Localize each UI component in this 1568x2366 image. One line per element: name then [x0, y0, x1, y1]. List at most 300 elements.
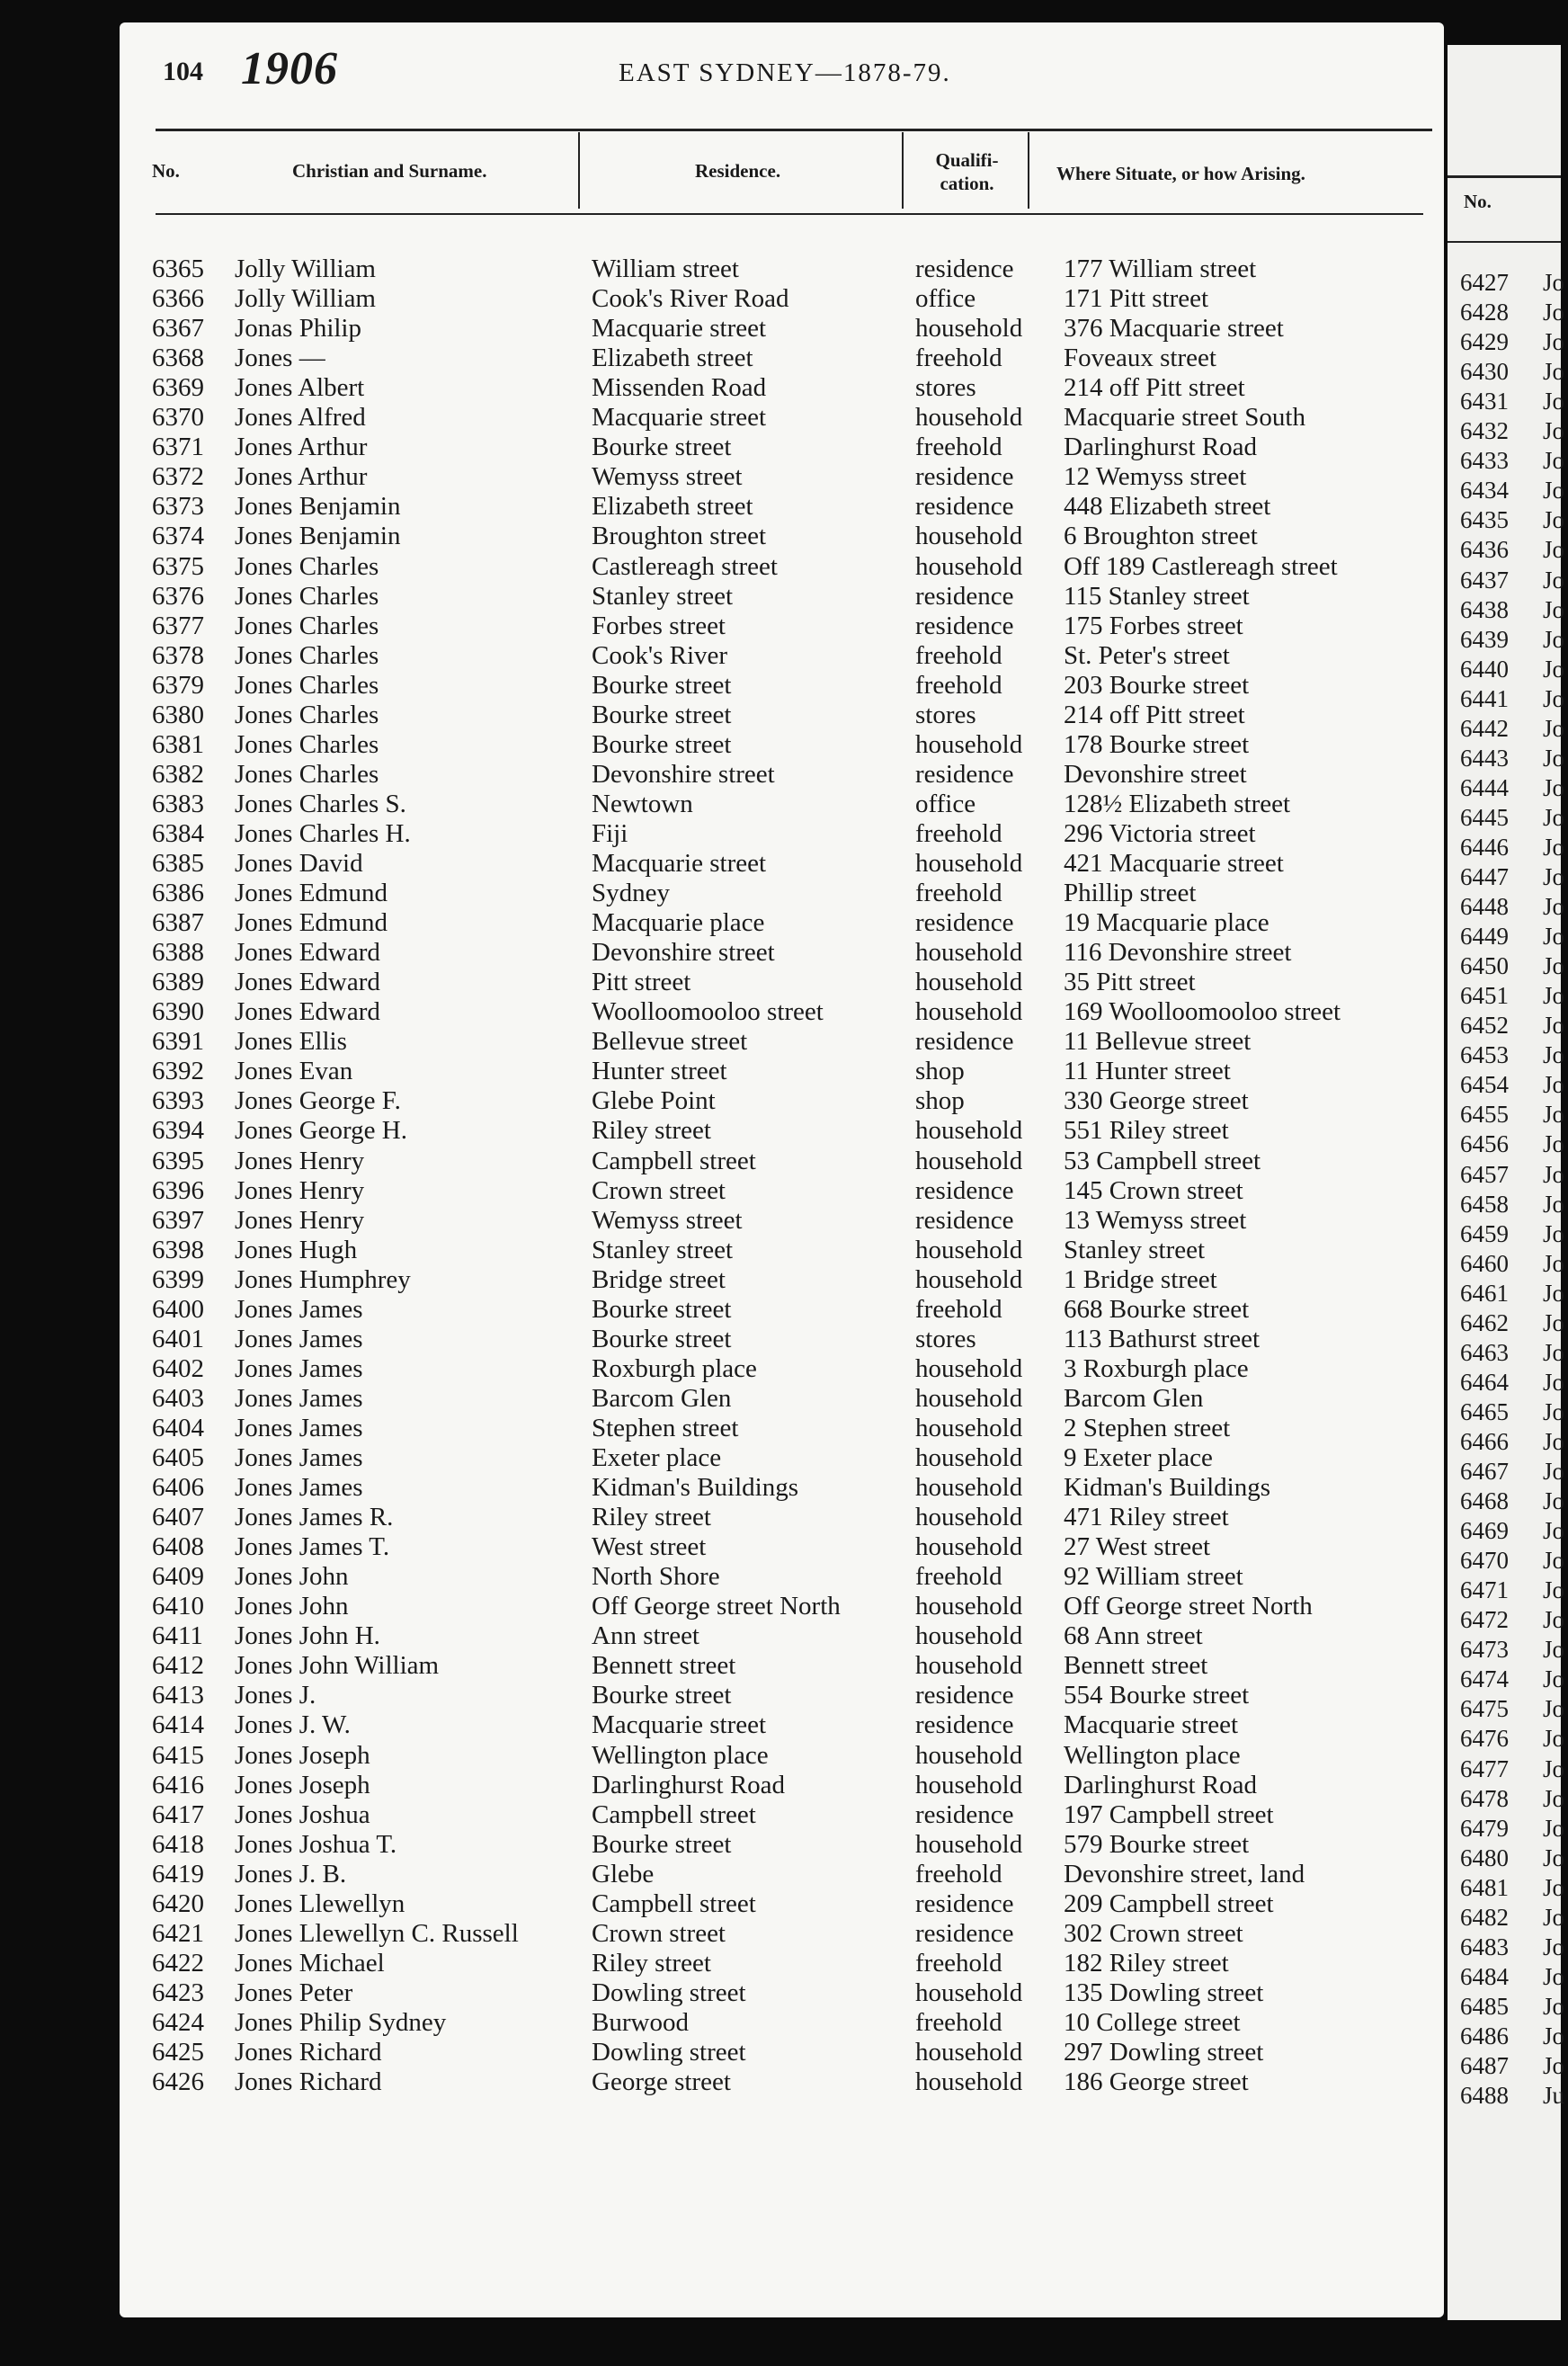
where-situate: 19 Macquarie place	[1064, 908, 1270, 938]
table-row	[120, 1860, 1444, 1889]
qualification: household	[915, 1116, 1023, 1146]
qualification: residence	[915, 908, 1014, 938]
adjacent-row	[1460, 2051, 1568, 2081]
adjacent-header-rule	[1448, 175, 1561, 178]
voter-name: Jones Henry	[235, 1205, 365, 1235]
adjacent-entry-number: 6436	[1460, 536, 1509, 564]
residence: Devonshire street	[592, 759, 775, 789]
entry-number: 6418	[152, 1829, 204, 1859]
adjacent-row	[1460, 1219, 1568, 1249]
entry-number: 6383	[152, 789, 204, 818]
voter-name: Jones David	[235, 849, 363, 878]
adjacent-entry-number: 6430	[1460, 358, 1509, 386]
qualification: household	[915, 1383, 1023, 1413]
where-situate: 27 West street	[1064, 1532, 1211, 1562]
residence: Campbell street	[592, 1799, 756, 1829]
voter-name: Jones Hugh	[235, 1235, 358, 1264]
qualification: residence	[915, 1175, 1014, 1205]
voter-name: Jolly William	[235, 284, 376, 314]
where-situate: 9 Exeter place	[1064, 1443, 1213, 1472]
where-situate: 53 Campbell street	[1064, 1146, 1261, 1175]
qualification: stores	[915, 1324, 976, 1353]
adjacent-row	[1460, 535, 1568, 565]
where-situate: 68 Ann street	[1064, 1621, 1203, 1651]
adjacent-row	[1460, 1635, 1568, 1665]
qualification: household	[915, 1621, 1023, 1651]
qualification: residence	[915, 611, 1014, 640]
adjacent-name-fragment: Jo	[1543, 1279, 1565, 1307]
entry-number: 6405	[152, 1443, 204, 1472]
table-row	[120, 462, 1444, 492]
where-situate: 297 Dowling street	[1064, 2038, 1264, 2067]
adjacent-row	[1460, 1903, 1568, 1933]
entry-number: 6375	[152, 551, 204, 581]
qualification: freehold	[915, 2007, 1002, 2037]
qualification: household	[915, 1503, 1023, 1532]
voter-name: Jones —	[235, 344, 325, 373]
residence: Bourke street	[592, 1681, 732, 1710]
entry-number: 6386	[152, 879, 204, 908]
voter-name: Jones Charles H.	[235, 818, 411, 848]
entry-number: 6403	[152, 1383, 204, 1413]
qualification: residence	[915, 1205, 1014, 1235]
residence: Exeter place	[592, 1443, 722, 1472]
adjacent-name-fragment: Jo	[1543, 1754, 1565, 1782]
adjacent-entry-number: 6442	[1460, 714, 1509, 742]
adjacent-name-fragment: Jo	[1543, 1071, 1565, 1099]
adjacent-row	[1460, 1249, 1568, 1279]
adjacent-row	[1460, 2081, 1568, 2111]
residence: Stanley street	[592, 581, 734, 611]
where-situate: Barcom Glen	[1064, 1383, 1204, 1413]
entry-number: 6377	[152, 611, 204, 640]
adjacent-row	[1460, 2022, 1568, 2051]
residence: West street	[592, 1532, 707, 1562]
adjacent-entry-number: 6457	[1460, 1160, 1509, 1188]
where-situate: Devonshire street	[1064, 759, 1247, 789]
where-situate: Stanley street	[1064, 1235, 1206, 1264]
voter-name: Jones Benjamin	[235, 492, 401, 522]
entry-number: 6414	[152, 1710, 204, 1740]
adjacent-row	[1460, 1160, 1568, 1190]
adjacent-entry-number: 6471	[1460, 1576, 1509, 1604]
entry-number: 6399	[152, 1264, 204, 1294]
adjacent-row	[1460, 833, 1568, 862]
adjacent-entry-number: 6485	[1460, 1992, 1509, 2020]
adjacent-entry-number: 6438	[1460, 595, 1509, 623]
where-situate: 178 Bourke street	[1064, 729, 1250, 759]
adjacent-entry-number: 6462	[1460, 1308, 1509, 1336]
adjacent-entry-number: 6470	[1460, 1547, 1509, 1575]
table-row	[120, 760, 1444, 790]
adjacent-row	[1460, 1368, 1568, 1397]
where-situate: 35 Pitt street	[1064, 968, 1196, 997]
where-situate: 11 Hunter street	[1064, 1057, 1231, 1086]
register-page	[120, 22, 1444, 2317]
voter-name: Jones George H.	[235, 1116, 407, 1146]
entry-number: 6393	[152, 1086, 204, 1116]
entry-number: 6372	[152, 462, 204, 492]
residence: Bourke street	[592, 1294, 732, 1324]
where-situate: 115 Stanley street	[1064, 581, 1250, 611]
where-situate: 10 College street	[1064, 2007, 1241, 2037]
adjacent-entry-number: 6488	[1460, 2082, 1509, 2110]
where-situate: Off 189 Castlereagh street	[1064, 551, 1338, 581]
adjacent-entry-number: 6486	[1460, 2022, 1509, 2049]
adjacent-row	[1460, 1011, 1568, 1040]
entry-number: 6422	[152, 1948, 204, 1978]
residence: Wellington place	[592, 1740, 769, 1770]
adjacent-entry-number: 6440	[1460, 655, 1509, 683]
where-situate: 214 off Pitt street	[1064, 373, 1245, 403]
entry-number: 6412	[152, 1651, 204, 1681]
adjacent-row	[1460, 1040, 1568, 1070]
residence: Bridge street	[592, 1264, 726, 1294]
voter-name: Jones James R.	[235, 1503, 394, 1532]
qualification: household	[915, 522, 1023, 551]
where-situate: Off George street North	[1064, 1592, 1313, 1621]
adjacent-name-fragment: Jo	[1543, 269, 1565, 296]
adjacent-name-fragment: Jo	[1543, 328, 1565, 356]
adjacent-entry-number: 6453	[1460, 1041, 1509, 1069]
adjacent-entry-number: 6463	[1460, 1338, 1509, 1366]
where-situate: 330 George street	[1064, 1086, 1249, 1116]
qualification: stores	[915, 373, 976, 403]
adjacent-name-fragment: Jo	[1543, 1368, 1565, 1396]
voter-name: Jones Joseph	[235, 1770, 370, 1799]
entry-number: 6410	[152, 1592, 204, 1621]
adjacent-row	[1460, 1100, 1568, 1129]
adjacent-row	[1460, 357, 1568, 387]
voter-name: Jones Joshua	[235, 1799, 370, 1829]
qualification: household	[915, 1651, 1023, 1681]
where-situate: 171 Pitt street	[1064, 284, 1209, 314]
adjacent-name-fragment: Jo	[1543, 595, 1565, 623]
adjacent-entry-number: 6482	[1460, 1903, 1509, 1931]
table-row	[120, 908, 1444, 938]
voter-name: Jones Joshua T.	[235, 1829, 397, 1859]
where-situate: Macquarie street South	[1064, 403, 1305, 433]
adjacent-row	[1460, 892, 1568, 922]
qualification: freehold	[915, 433, 1002, 462]
table-row	[120, 997, 1444, 1027]
residence: Elizabeth street	[592, 344, 753, 373]
entry-number: 6415	[152, 1740, 204, 1770]
adjacent-row	[1460, 1992, 1568, 2022]
qualification: household	[915, 729, 1023, 759]
residence: Macquarie street	[592, 849, 767, 878]
voter-name: Jones J.	[235, 1681, 316, 1710]
voter-name: Jones James	[235, 1353, 363, 1383]
table-row	[120, 1681, 1444, 1710]
qualification: residence	[915, 1918, 1014, 1948]
where-situate: 177 William street	[1064, 254, 1257, 283]
table-row	[120, 1236, 1444, 1265]
residence: Pitt street	[592, 968, 691, 997]
qualification: household	[915, 1770, 1023, 1799]
voter-name: Jones Edward	[235, 938, 380, 968]
voter-name: Jones Humphrey	[235, 1264, 411, 1294]
table-row	[120, 819, 1444, 849]
table-row	[120, 522, 1444, 551]
where-situate: Bennett street	[1064, 1651, 1208, 1681]
entry-number: 6366	[152, 284, 204, 314]
voter-name: Jones John William	[235, 1651, 440, 1681]
where-situate: 554 Bourke street	[1064, 1681, 1250, 1710]
adjacent-name-fragment: Jo	[1543, 923, 1565, 951]
adjacent-row	[1460, 981, 1568, 1011]
adjacent-entry-number: 6446	[1460, 833, 1509, 861]
adjacent-name-fragment: Jo	[1543, 952, 1565, 980]
table-row	[120, 671, 1444, 701]
adjacent-name-fragment: Jo	[1543, 299, 1565, 326]
adjacent-entry-number: 6459	[1460, 1219, 1509, 1247]
adjacent-name-fragment: Jo	[1543, 1308, 1565, 1336]
voter-name: Jones J. W.	[235, 1710, 351, 1740]
table-row	[120, 1800, 1444, 1830]
qualification: freehold	[915, 344, 1002, 373]
voter-name: Jones James	[235, 1324, 363, 1353]
where-situate: 421 Macquarie street	[1064, 849, 1284, 878]
residence: Macquarie street	[592, 403, 767, 433]
table-row	[120, 1027, 1444, 1057]
adjacent-entry-number: 6481	[1460, 1873, 1509, 1901]
adjacent-name-fragment: Jo	[1543, 2052, 1565, 2079]
adjacent-entry-number: 6461	[1460, 1279, 1509, 1307]
entry-number: 6368	[152, 344, 204, 373]
table-row	[120, 1473, 1444, 1503]
voter-name: Jones Michael	[235, 1948, 385, 1978]
residence: Missenden Road	[592, 373, 767, 403]
adjacent-entry-number: 6477	[1460, 1754, 1509, 1782]
adjacent-entry-number: 6441	[1460, 684, 1509, 712]
voter-name: Jones Charles	[235, 670, 379, 700]
residence: George street	[592, 2067, 731, 2097]
adjacent-name-fragment: Jo	[1543, 833, 1565, 861]
adjacent-entry-number: 6456	[1460, 1130, 1509, 1158]
qualification: residence	[915, 462, 1014, 492]
adjacent-entry-number: 6435	[1460, 506, 1509, 534]
table-row	[120, 1949, 1444, 1978]
where-situate: 182 Riley street	[1064, 1948, 1229, 1978]
table-row	[120, 1592, 1444, 1621]
qualification: household	[915, 1740, 1023, 1770]
residence: Macquarie place	[592, 908, 765, 938]
residence: Broughton street	[592, 522, 767, 551]
adjacent-name-fragment: Jo	[1543, 803, 1565, 831]
where-situate: Kidman's Buildings	[1064, 1473, 1270, 1503]
qualification: freehold	[915, 1948, 1002, 1978]
where-situate: 376 Macquarie street	[1064, 314, 1284, 344]
adjacent-row	[1460, 416, 1568, 446]
entry-number: 6421	[152, 1918, 204, 1948]
residence: Wemyss street	[592, 462, 743, 492]
where-situate: 13 Wemyss street	[1064, 1205, 1247, 1235]
entry-number: 6387	[152, 908, 204, 938]
residence: Riley street	[592, 1116, 711, 1146]
adjacent-name-fragment: Jo	[1543, 625, 1565, 653]
residence: Ann street	[592, 1621, 699, 1651]
where-situate: 6 Broughton street	[1064, 522, 1258, 551]
qualification: freehold	[915, 640, 1002, 670]
adjacent-name-fragment: Jo	[1543, 863, 1565, 890]
table-row	[120, 879, 1444, 908]
column-divider	[578, 132, 580, 209]
residence: Castlereagh street	[592, 551, 778, 581]
voter-name: Jones Edward	[235, 968, 380, 997]
voter-name: Jones John	[235, 1592, 349, 1621]
residence: Crown street	[592, 1918, 726, 1948]
adjacent-row	[1460, 595, 1568, 625]
adjacent-name-fragment: Jo	[1543, 536, 1565, 564]
adjacent-row	[1460, 1784, 1568, 1814]
residence: Wemyss street	[592, 1205, 743, 1235]
where-situate: Macquarie street	[1064, 1710, 1239, 1740]
where-situate: 296 Victoria street	[1064, 818, 1256, 848]
where-situate: 1 Bridge street	[1064, 1264, 1217, 1294]
column-header-no: No.	[152, 160, 180, 182]
qualification: shop	[915, 1057, 965, 1086]
where-situate: 113 Bathurst street	[1064, 1324, 1260, 1353]
voter-name: Jones Charles	[235, 640, 379, 670]
table-row	[120, 1147, 1444, 1176]
adjacent-entry-number: 6458	[1460, 1190, 1509, 1218]
qualification: freehold	[915, 670, 1002, 700]
adjacent-row	[1460, 655, 1568, 684]
qualification: residence	[915, 1799, 1014, 1829]
entry-number: 6376	[152, 581, 204, 611]
adjacent-name-fragment: Jo	[1543, 744, 1565, 772]
voter-name: Jones Peter	[235, 1978, 353, 2007]
adjacent-row	[1460, 387, 1568, 416]
residence: Off George street North	[592, 1592, 841, 1621]
adjacent-entry-number: 6473	[1460, 1636, 1509, 1664]
residence: Stanley street	[592, 1235, 734, 1264]
entry-number: 6385	[152, 849, 204, 878]
table-row	[120, 1889, 1444, 1919]
adjacent-row	[1460, 862, 1568, 892]
residence: Campbell street	[592, 1888, 756, 1918]
qualification: freehold	[915, 1562, 1002, 1592]
where-situate: 145 Crown street	[1064, 1175, 1243, 1205]
adjacent-name-fragment: Jo	[1543, 447, 1565, 475]
voter-name: Jonas Philip	[235, 314, 361, 344]
entry-number: 6369	[152, 373, 204, 403]
adjacent-name-fragment: Jo	[1543, 1784, 1565, 1812]
entry-number: 6398	[152, 1235, 204, 1264]
adjacent-row	[1460, 1487, 1568, 1516]
where-situate: Phillip street	[1064, 879, 1197, 908]
voter-name: Jones James	[235, 1383, 363, 1413]
table-row	[120, 2067, 1444, 2097]
table-row	[120, 373, 1444, 403]
adjacent-row	[1460, 1694, 1568, 1724]
table-row	[120, 1176, 1444, 1206]
residence: Dowling street	[592, 2038, 746, 2067]
voter-name: Jones Philip Sydney	[235, 2007, 447, 2037]
adjacent-entry-number: 6427	[1460, 269, 1509, 296]
qualification: residence	[915, 759, 1014, 789]
adjacent-entry-number: 6483	[1460, 1933, 1509, 1960]
adjacent-row	[1460, 298, 1568, 327]
adjacent-row	[1460, 1962, 1568, 1992]
entry-number: 6370	[152, 403, 204, 433]
voter-name: Jones Edmund	[235, 879, 388, 908]
adjacent-entry-number: 6467	[1460, 1458, 1509, 1485]
adjacent-name-fragment: Jo	[1543, 1041, 1565, 1069]
adjacent-row	[1460, 1070, 1568, 1100]
entry-number: 6425	[152, 2038, 204, 2067]
table-row	[120, 641, 1444, 671]
adjacent-row	[1460, 1754, 1568, 1784]
table-row	[120, 1830, 1444, 1860]
entry-number: 6419	[152, 1859, 204, 1888]
entry-number: 6373	[152, 492, 204, 522]
column-header-residence: Residence.	[695, 160, 781, 182]
adjacent-name-fragment: Jo	[1543, 982, 1565, 1010]
entry-number: 6426	[152, 2067, 204, 2097]
entry-number: 6395	[152, 1146, 204, 1175]
table-row	[120, 968, 1444, 997]
entry-number: 6417	[152, 1799, 204, 1829]
qualification: shop	[915, 1086, 965, 1116]
adjacent-row	[1460, 1724, 1568, 1754]
voter-name: Jones James T.	[235, 1532, 390, 1562]
where-situate: Wellington place	[1064, 1740, 1241, 1770]
residence: Crown street	[592, 1175, 726, 1205]
voter-name: Jones Benjamin	[235, 522, 401, 551]
qualification: household	[915, 1413, 1023, 1442]
voter-name: Jones Llewellyn	[235, 1888, 405, 1918]
table-row	[120, 582, 1444, 612]
qualification: household	[915, 849, 1023, 878]
adjacent-row	[1460, 1427, 1568, 1457]
adjacent-entry-number: 6434	[1460, 477, 1509, 504]
table-row	[120, 552, 1444, 582]
voter-name: Jones Charles	[235, 581, 379, 611]
table-row	[120, 433, 1444, 462]
qualification: residence	[915, 1681, 1014, 1710]
qualification: household	[915, 938, 1023, 968]
residence: Bourke street	[592, 1324, 732, 1353]
where-situate: 169 Woolloomooloo street	[1064, 997, 1341, 1027]
entry-number: 6423	[152, 1978, 204, 2007]
adjacent-name-fragment: Jo	[1543, 1695, 1565, 1723]
voter-name: Jones J. B.	[235, 1859, 347, 1888]
table-row	[120, 701, 1444, 730]
qualification: household	[915, 1353, 1023, 1383]
qualification: stores	[915, 700, 976, 729]
adjacent-name-fragment: Jo	[1543, 1665, 1565, 1693]
qualification: household	[915, 1443, 1023, 1472]
adjacent-entry-number: 6450	[1460, 952, 1509, 980]
table-row	[120, 254, 1444, 284]
residence: Barcom Glen	[592, 1383, 732, 1413]
voter-name: Jones James	[235, 1413, 363, 1442]
adjacent-entry-number: 6452	[1460, 1012, 1509, 1040]
adjacent-name-fragment: Jo	[1543, 893, 1565, 921]
entry-number: 6391	[152, 1027, 204, 1057]
where-situate: 197 Campbell street	[1064, 1799, 1274, 1829]
table-row	[120, 1919, 1444, 1949]
adjacent-name-fragment: Jo	[1543, 773, 1565, 801]
qualification: household	[915, 1592, 1023, 1621]
adjacent-row	[1460, 1190, 1568, 1219]
voter-name: Jones Henry	[235, 1175, 365, 1205]
adjacent-header-bottom-rule	[1448, 241, 1561, 243]
adjacent-entry-number: 6480	[1460, 1844, 1509, 1871]
entry-number: 6394	[152, 1116, 204, 1146]
